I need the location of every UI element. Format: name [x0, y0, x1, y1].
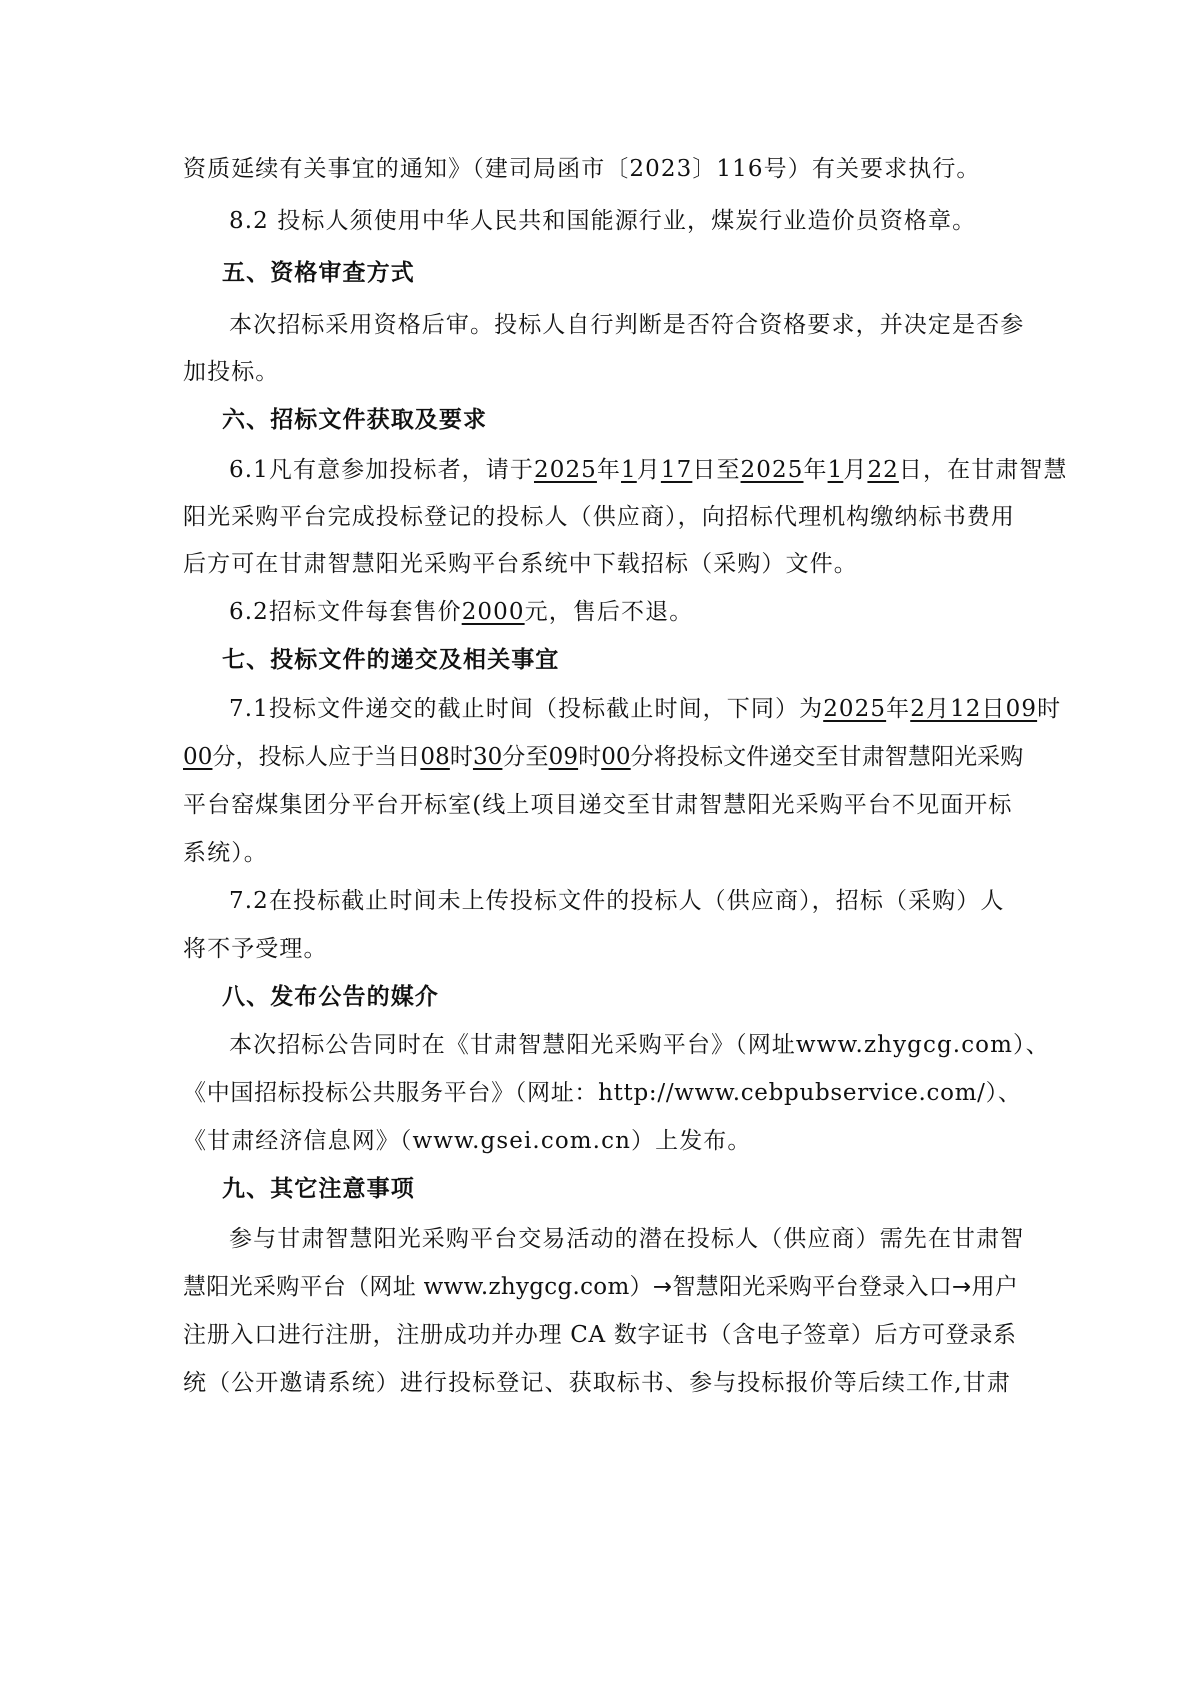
section-8-heading: 八、发布公告的媒介: [222, 984, 439, 1010]
sec6-text: 元，售后不退。: [524, 599, 694, 625]
sec9-line-3: 注册入口进行注册，注册成功并办理 CA 数字证书（含电子签章）后方可登录系: [183, 1322, 1017, 1348]
end-day: 22: [867, 457, 899, 483]
sec9-text: 智慧阳光采购平台登录入口: [672, 1274, 953, 1300]
sec7-para2-line-1: 7.2在投标截止时间未上传投标文件的投标人（供应商），招标（采购）人: [229, 888, 1005, 914]
sec6-text: 6.1凡有意参加投标者，请于: [229, 457, 534, 483]
sec7-text: 7.1投标文件递交的截止时间（投标截止时间，下同）为: [229, 696, 824, 722]
sec7-text: 年: [886, 696, 911, 722]
sec4-line-1: 资质延续有关事宜的通知》（建司局函市〔2023〕116号）有关要求执行。: [183, 156, 981, 182]
sec8-line-1: 本次招标公告同时在《甘肃智慧阳光采购平台》（网址www.zhygcg.com）、: [229, 1032, 1050, 1058]
deadline-year: 2025: [823, 696, 887, 722]
right-arrow-icon: →: [952, 1274, 972, 1300]
sec6-text: 年: [803, 457, 828, 483]
section-9-heading: 九、其它注意事项: [222, 1176, 415, 1202]
start-day: 17: [660, 457, 693, 483]
sec5-para-line-2: 加投标。: [183, 359, 280, 385]
start-hour: 08: [420, 744, 450, 770]
sec9-line-4: 统（公开邀请系统）进行投标登记、获取标书、参与投标报价等后续工作,甘肃: [183, 1370, 1011, 1396]
sec9-line-1: 参与甘肃智慧阳光采购平台交易活动的潜在投标人（供应商）需先在甘肃智: [229, 1226, 1025, 1252]
sec6-para1-line-3: 后方可在甘肃智慧阳光采购平台系统中下载招标（采购）文件。: [183, 551, 858, 577]
sec7-text: 时: [449, 744, 473, 770]
sec4-line-2: 8.2 投标人须使用中华人民共和国能源行业，煤炭行业造价员资格章。: [229, 208, 977, 234]
right-arrow-icon: →: [652, 1274, 673, 1300]
start-year: 2025: [533, 457, 597, 483]
sec8-line-3: 《甘肃经济信息网》（www.gsei.com.cn）上发布。: [183, 1128, 752, 1154]
sec7-para2-line-2: 将不予受理。: [183, 936, 328, 962]
sec6-para1-line-1: [229, 453, 1069, 487]
sec7-para1-line-2: [183, 740, 1023, 774]
sec6-text: 年: [596, 457, 622, 483]
sec7-text: 分将投标文件递交至甘肃智慧阳光采购: [630, 744, 1024, 770]
sec6-text: 日至: [692, 457, 741, 483]
section-7-heading: 七、投标文件的递交及相关事宜: [222, 647, 560, 673]
sec8-line-2: 《中国招标投标公共服务平台》（网址：http://www.cebpubservice.com/）、: [183, 1080, 1022, 1106]
end-year: 2025: [740, 457, 804, 483]
end-hour: 09: [548, 744, 579, 770]
sec6-text: 6.2招标文件每套售价: [229, 599, 462, 625]
sec7-text: 分至: [502, 744, 549, 770]
sec6-text: 月: [843, 457, 868, 483]
start-minute: 30: [472, 744, 503, 770]
sec7-para1-line-1: [229, 692, 1069, 726]
section-6-heading: 六、招标文件获取及要求: [222, 407, 488, 433]
section-5-heading: 五、资格审查方式: [222, 260, 415, 286]
price: 2000: [461, 599, 525, 625]
sec6-para2: [229, 595, 1069, 629]
sec7-para1-line-3: 平台窑煤集团分平台开标室(线上项目递交至甘肃智慧阳光采购平台不见面开标: [183, 792, 1013, 818]
deadline-date: 2月12日09: [910, 696, 1038, 722]
start-month: 1: [621, 457, 637, 483]
end-month: 1: [827, 457, 844, 483]
sec7-para1-line-4: 系统）。: [183, 840, 268, 866]
sec9-text: 用户: [971, 1274, 1019, 1300]
sec9-line-2: [183, 1270, 1023, 1304]
sec5-para-line-1: 本次招标采用资格后审。投标人自行判断是否符合资格要求，并决定是否参: [229, 312, 1025, 338]
deadline-minute: 00: [183, 744, 213, 770]
end-minute: 00: [601, 744, 631, 770]
sec6-text: 月: [636, 457, 661, 483]
sec6-para1-line-2: 阳光采购平台完成投标登记的投标人（供应商），向招标代理机构缴纳标书费用: [183, 504, 1015, 530]
sec7-text: 时: [578, 744, 602, 770]
sec9-text: 慧阳光采购平台（网址 www.zhygcg.com）: [183, 1274, 653, 1300]
sec6-text: 日，在甘肃智慧: [898, 457, 1068, 483]
sec7-text: 时: [1037, 696, 1062, 722]
sec7-text: 分，投标人应于当日: [212, 744, 421, 770]
